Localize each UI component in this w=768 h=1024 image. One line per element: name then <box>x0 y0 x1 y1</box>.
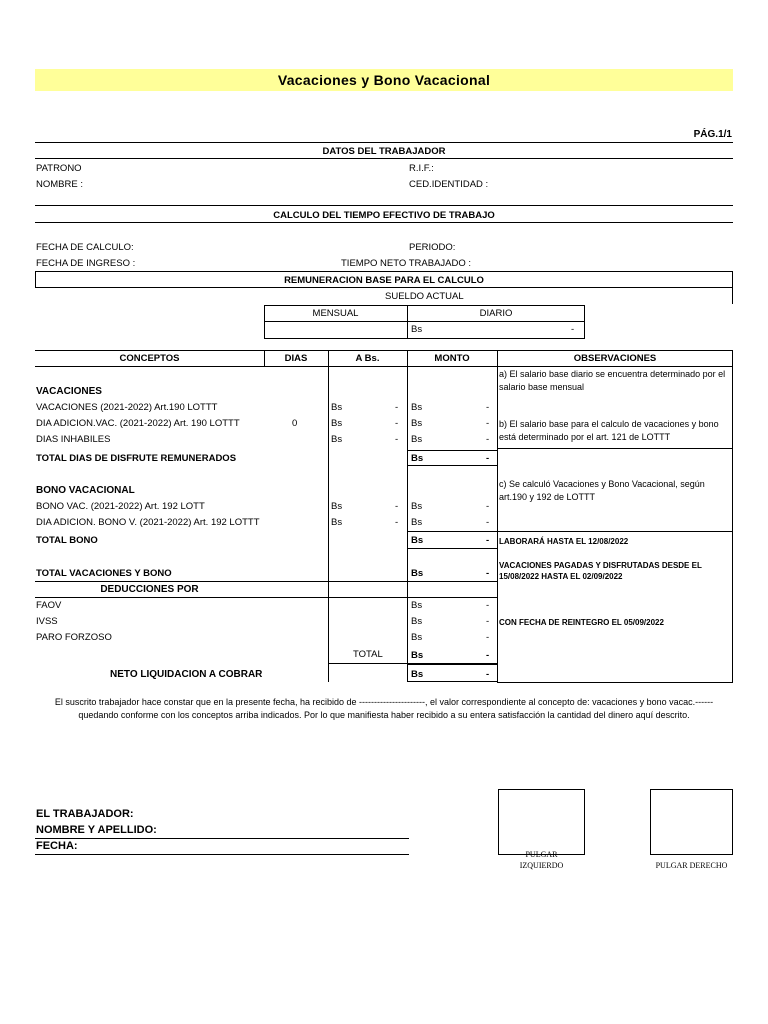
statement-line-1: El suscrito trabajador hace constar que en la presente fecha, ha recibido de ----------------------, el valor correspondiente al concepto de: vacaciones y bono vacac.------ <box>54 697 714 707</box>
section-datos-trabajador: DATOS DEL TRABAJADOR <box>322 146 446 157</box>
label-tiempo-neto: TIEMPO NETO TRABAJADO : <box>341 258 472 269</box>
label-diario: DIARIO <box>479 308 513 319</box>
vac-row-2-abs: Bs <box>331 418 343 429</box>
total-vac-bono-monto: Bs <box>411 568 424 579</box>
diario-currency: Bs <box>411 324 423 335</box>
header-observaciones: OBSERVACIONES <box>573 353 657 364</box>
page-title: Vacaciones y Bono Vacacional <box>277 72 491 88</box>
ivss-value: - <box>486 616 490 627</box>
faov-monto: Bs <box>411 600 423 611</box>
signature-line-2 <box>35 854 409 855</box>
thumb-left-label-1: PULGAR <box>525 850 558 859</box>
deducciones-total-value: - <box>486 650 490 661</box>
ivss-label: IVSS <box>36 616 58 627</box>
observacion-c: c) Se calculó Vacaciones y Bono Vacacional, según art.190 y 192 de LOTTT <box>499 479 705 502</box>
bono-row-1-monto-value: - <box>486 501 490 512</box>
label-mensual: MENSUAL <box>312 308 359 319</box>
vac-row-1-abs: Bs <box>331 402 343 413</box>
header-conceptos: CONCEPTOS <box>119 353 180 364</box>
vac-row-3-monto-value: - <box>486 434 490 445</box>
vac-row-1-monto: Bs <box>411 402 423 413</box>
bono-row-1-abs: Bs <box>331 501 343 512</box>
signature-nombre: NOMBRE Y APELLIDO: <box>36 824 157 836</box>
label-cedula: CED.IDENTIDAD : <box>409 179 489 190</box>
deducciones-total-monto: Bs <box>411 650 424 661</box>
label-fecha-calculo: FECHA DE CALCULO: <box>36 242 134 253</box>
label-periodo: PERIODO: <box>409 242 456 253</box>
observacion-reintegro: CON FECHA DE REINTEGRO EL 05/09/2022 <box>499 618 664 627</box>
label-sueldo-actual: SUELDO ACTUAL <box>385 291 464 302</box>
signature-line-1 <box>35 838 409 839</box>
vac-row-3-abs-value: - <box>395 434 399 445</box>
signature-trabajador: EL TRABAJADOR: <box>36 808 134 820</box>
diario-value: - <box>571 324 575 335</box>
total-bono-label: TOTAL BONO <box>36 535 98 546</box>
paro-monto: Bs <box>411 632 423 643</box>
paro-value: - <box>486 632 490 643</box>
vac-row-2-abs-value: - <box>395 418 399 429</box>
bono-row-2-monto-value: - <box>486 517 490 528</box>
thumb-left-label-2: IZQUIERDO <box>519 861 564 870</box>
bono-row-1-abs-value: - <box>395 501 399 512</box>
bono-heading: BONO VACACIONAL <box>36 485 135 496</box>
signature-fecha: FECHA: <box>36 840 78 852</box>
observacion-b: b) El salario base para el calculo de vacaciones y bono está determinado por el art. 121 de LOTTT <box>499 419 719 442</box>
bono-row-2-label: DIA ADICION. BONO V. (2021-2022) Art. 192 LOTTT <box>36 517 260 528</box>
faov-value: - <box>486 600 490 611</box>
total-dias-monto: Bs <box>411 453 424 464</box>
bono-row-2-abs-value: - <box>395 517 399 528</box>
vac-row-3-abs: Bs <box>331 434 343 445</box>
page-number: PÁG.1/1 <box>693 129 732 140</box>
total-bono-value: - <box>486 535 490 546</box>
observacion-a: a) El salario base diario se encuentra determinado por el salario base mensual <box>499 369 726 392</box>
thumb-box-right <box>650 789 733 855</box>
paro-label: PARO FORZOSO <box>36 632 112 643</box>
neto-label: NETO LIQUIDACION A COBRAR <box>110 669 263 680</box>
bono-row-2-abs: Bs <box>331 517 343 528</box>
label-rif: R.I.F.: <box>409 163 434 174</box>
ivss-monto: Bs <box>411 616 423 627</box>
bono-row-1-label: BONO VAC. (2021-2022) Art. 192 LOTT <box>36 501 205 512</box>
vac-row-2-monto: Bs <box>411 418 423 429</box>
total-vac-bono-value: - <box>486 568 490 579</box>
neto-monto: Bs <box>411 669 424 680</box>
total-bono-monto: Bs <box>411 535 424 546</box>
vac-row-3-label: DIAS INHABILES <box>36 434 111 445</box>
deducciones-total-label: TOTAL <box>353 649 383 660</box>
statement-line-2: quedando conforme con los conceptos arriba indicados. Por lo que manifiesta haber recibido a su entera satisfacción la cantidad del dinero aquí descrito. <box>78 710 690 720</box>
faov-label: FAOV <box>36 600 62 611</box>
total-vac-bono-label: TOTAL VACACIONES Y BONO <box>36 568 172 579</box>
total-dias-label: TOTAL DIAS DE DISFRUTE REMUNERADOS <box>36 453 237 464</box>
section-calculo-tiempo: CALCULO DEL TIEMPO EFECTIVO DE TRABAJO <box>273 210 495 221</box>
thumb-box-left <box>498 789 585 855</box>
section-remuneracion: REMUNERACION BASE PARA EL CALCULO <box>284 275 484 286</box>
deducciones-heading: DEDUCCIONES POR <box>100 584 199 595</box>
label-patrono: PATRONO <box>36 163 82 174</box>
observacion-laborara: LABORARÁ HASTA EL 12/08/2022 <box>499 537 629 546</box>
vac-row-2-monto-value: - <box>486 418 490 429</box>
vac-row-2-label: DIA ADICION.VAC. (2021-2022) Art. 190 LOTTT <box>36 418 240 429</box>
neto-value: - <box>486 669 490 680</box>
vacaciones-heading: VACACIONES <box>36 386 102 397</box>
header-dias: DIAS <box>284 353 308 364</box>
vac-row-1-label: VACACIONES (2021-2022) Art.190 LOTTT <box>36 402 218 413</box>
label-nombre: NOMBRE : <box>36 179 83 190</box>
bono-row-1-monto: Bs <box>411 501 423 512</box>
observacion-pagadas: VACACIONES PAGADAS Y DISFRUTADAS DESDE EL 15/08/2022 HASTA EL 02/09/2022 <box>499 561 702 581</box>
total-dias-value: - <box>486 453 490 464</box>
header-abs: A Bs. <box>355 353 380 364</box>
vac-row-3-monto: Bs <box>411 434 423 445</box>
label-fecha-ingreso: FECHA DE INGRESO : <box>36 258 136 269</box>
header-monto: MONTO <box>434 353 470 364</box>
thumb-right-label: PULGAR DERECHO <box>655 861 728 870</box>
vac-row-1-monto-value: - <box>486 402 490 413</box>
vac-row-1-abs-value: - <box>395 402 399 413</box>
vac-row-2-dias: 0 <box>292 418 298 429</box>
bono-row-2-monto: Bs <box>411 517 423 528</box>
